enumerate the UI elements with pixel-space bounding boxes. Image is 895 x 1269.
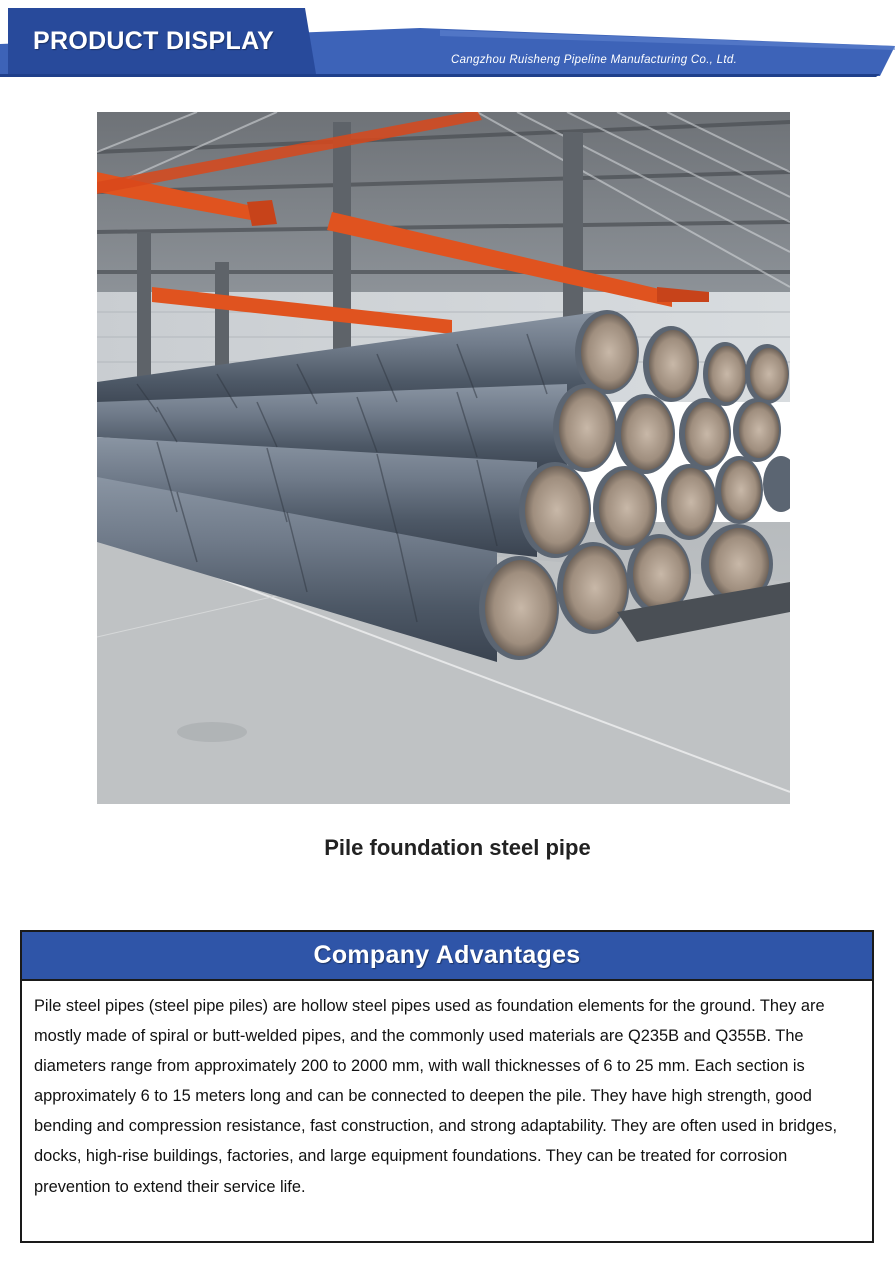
- product-photo: [97, 112, 790, 804]
- advantages-header: [22, 932, 872, 981]
- header-banner: [0, 0, 895, 80]
- advantages-text: Pile steel pipes (steel pipe piles) are hollow steel pipes used as foundation elements for the ground. They are mostly made of spiral or butt-welded pipes, and the commonly used materials are Q235B and Q355B. The diameters range from approximately 200 to 2000 mm, with wall thicknesses of 6 to 25 mm. Each section is approximately 6 to 15 meters long and can be connected to deepen the pile. They have high strength, good bending and compression resistance, fast construction, and strong adaptability. They are often used in bridges, docks, high-rise buildings, factories, and large equipment foundations. They can be treated for corrosion prevention to extend their service life.: [34, 997, 838, 1196]
- product-caption: Pile foundation steel pipe: [324, 835, 591, 860]
- page-title: PRODUCT DISPLAY: [33, 27, 275, 55]
- advantages-title: Company Advantages: [313, 941, 581, 969]
- company-name: Cangzhou Ruisheng Pipeline Manufacturing Co., Ltd.: [451, 54, 738, 66]
- steel-pipe-image: [97, 112, 790, 804]
- advantages-panel: [20, 930, 874, 1243]
